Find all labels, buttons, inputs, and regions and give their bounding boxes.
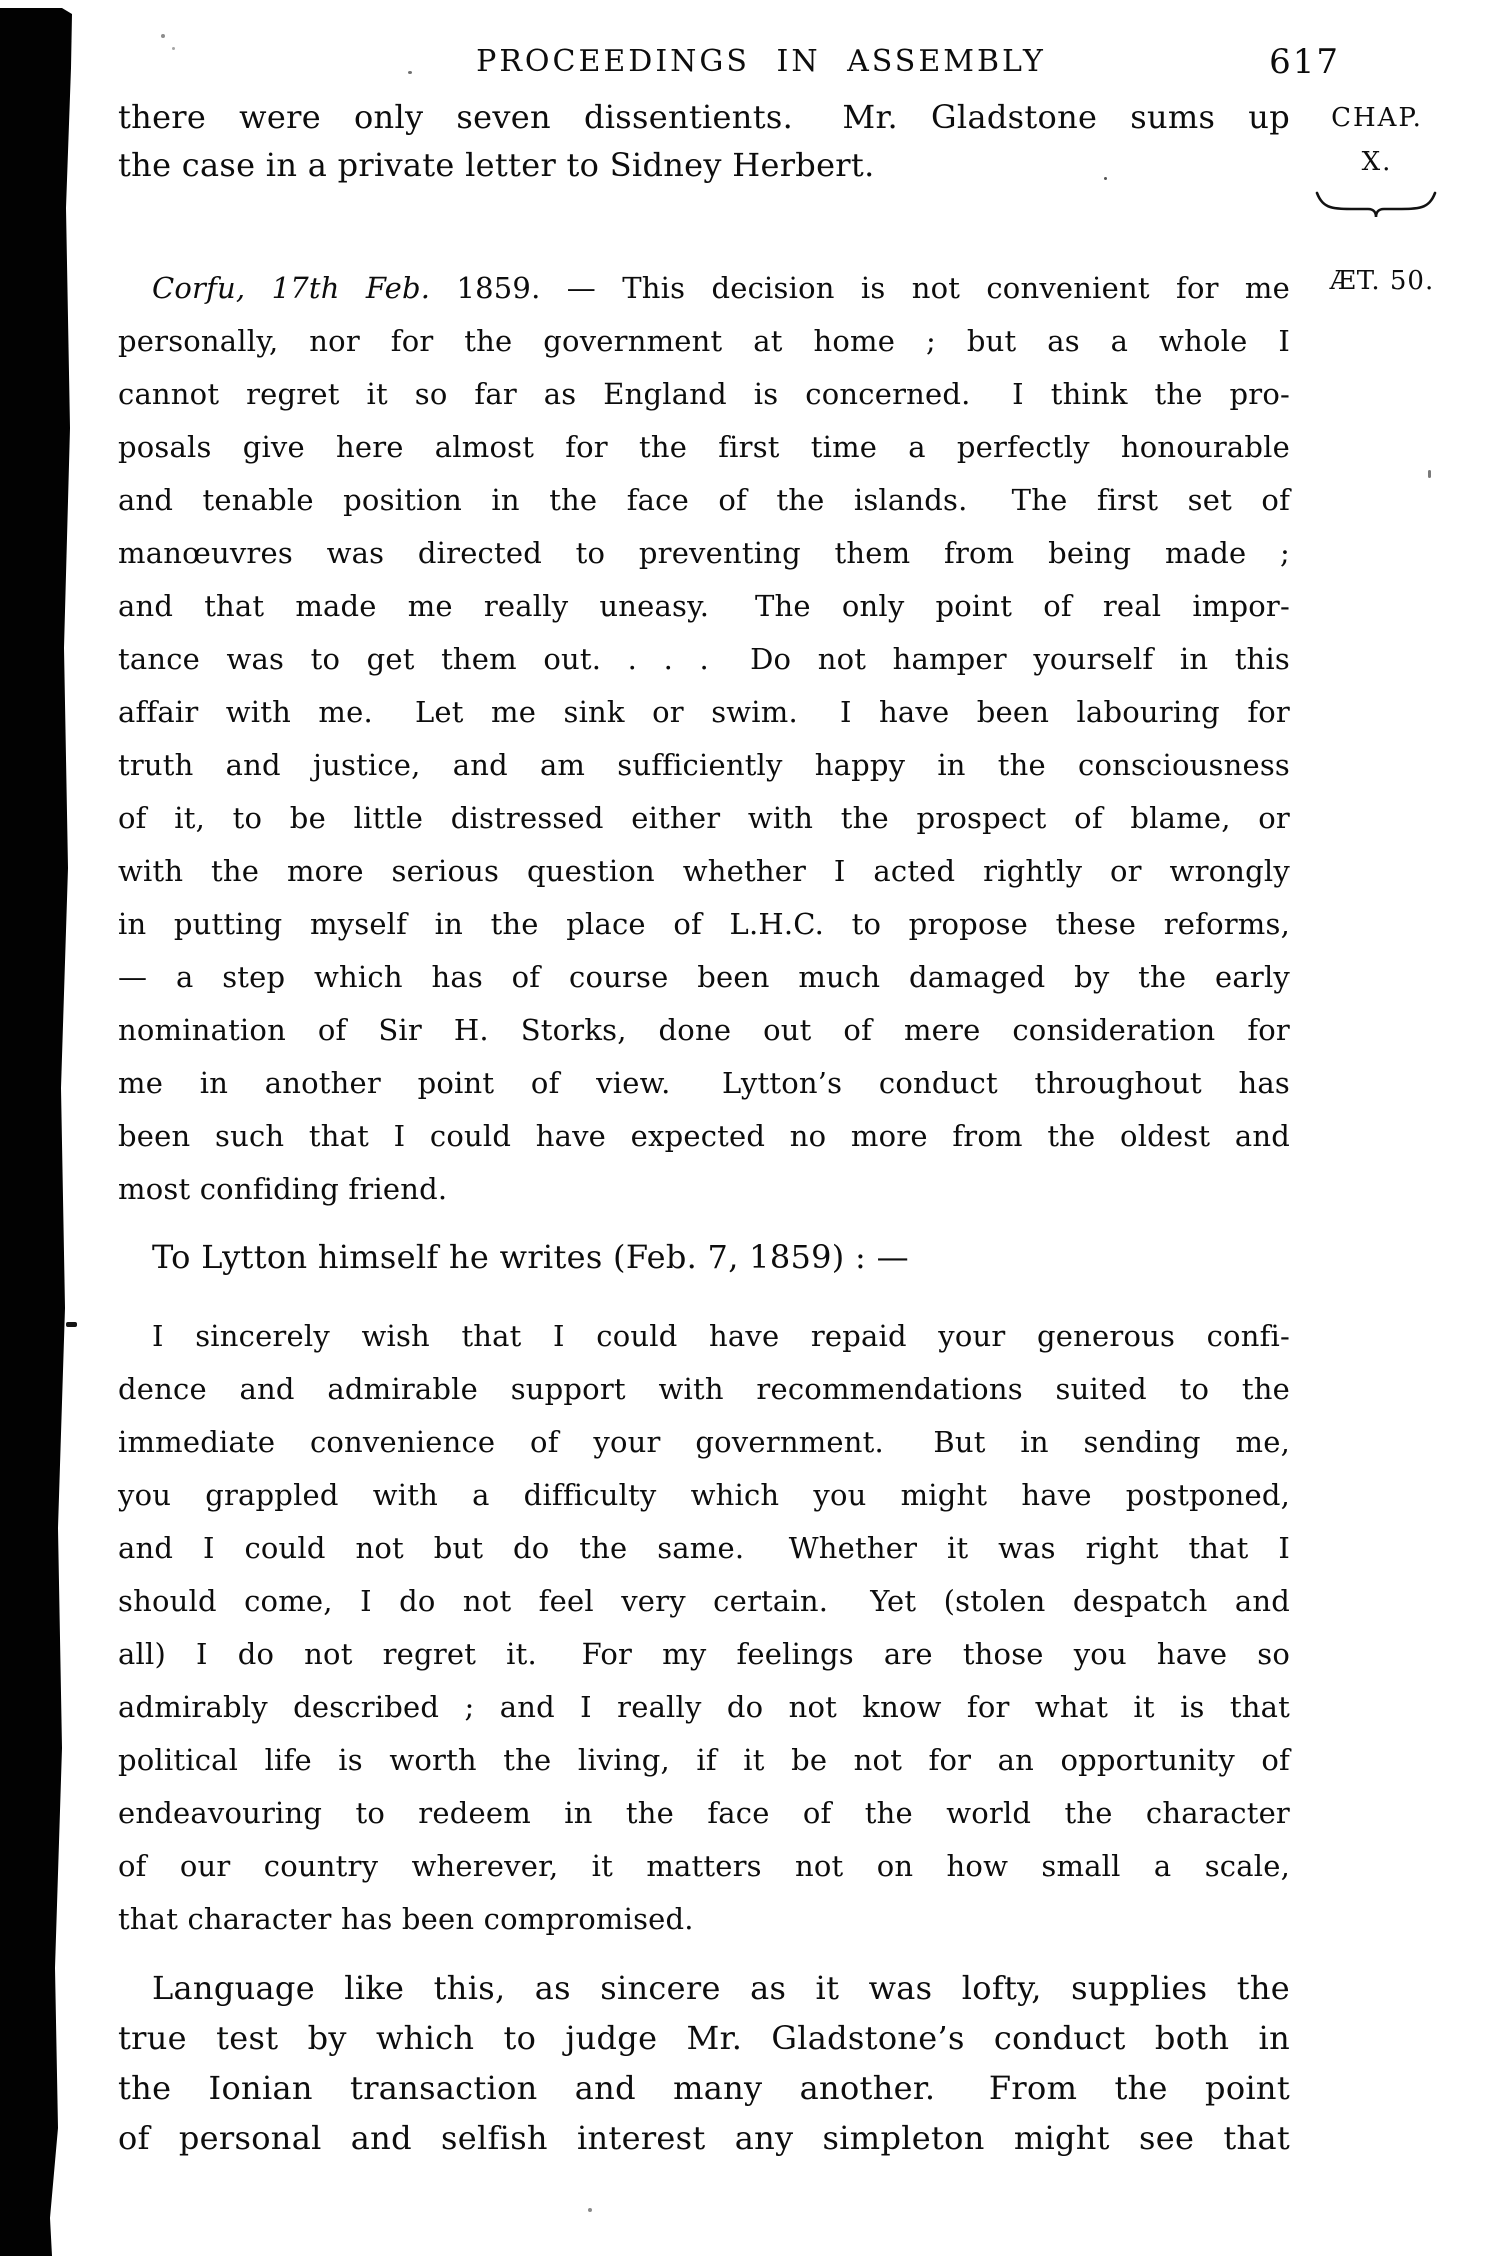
text-line: the case in a private letter to Sidney Herbert. — [118, 146, 875, 184]
intro-paragraph — [118, 93, 1290, 189]
text-line: most confiding friend. — [118, 1172, 448, 1206]
scan-speck — [1428, 470, 1431, 478]
text-line: of personal and selfish interest any simpleton might see that — [118, 2119, 1290, 2157]
text-line: immediate convenience of your government. But in sending me, — [118, 1425, 1290, 1459]
scan-speck — [161, 34, 165, 38]
scan-speck — [588, 2208, 592, 2212]
text-line: Language like this, as sincere as it was lofty, supplies the — [152, 1969, 1290, 2007]
text-line: in putting myself in the place of L.H.C. to propose these reforms, — [118, 907, 1290, 941]
text-line: personally, nor for the government at home ; but as a whole I — [118, 324, 1290, 358]
letter-dateline: Corfu, 17th Feb. — [152, 271, 431, 305]
scan-gutter-bar — [0, 8, 78, 2256]
scan-speck — [408, 71, 412, 74]
text-line: I sincerely wish that I could have repaid your generous confi- — [152, 1319, 1290, 1353]
corfu-letter-extract — [118, 262, 1290, 1216]
scan-speck — [66, 1322, 77, 1327]
sidenote-chapter — [1302, 96, 1452, 184]
text-line: — a step which has of course been much damaged by the early — [118, 960, 1290, 994]
text-line: dence and admirable support with recommendations suited to the — [118, 1372, 1290, 1406]
chapter-numeral: X. — [1361, 147, 1393, 177]
text-line — [118, 262, 1290, 315]
text-line: To Lytton himself he writes (Feb. 7, 1859) : — — [152, 1238, 909, 1276]
lytton-letter-extract — [118, 1310, 1290, 1946]
running-head-title: PROCEEDINGS IN ASSEMBLY — [476, 44, 1046, 79]
text-line: there were only seven dissentients. Mr. Gladstone sums up — [118, 98, 1290, 136]
text-line: the Ionian transaction and many another. From the point — [118, 2069, 1290, 2107]
letter-first-line-rest: 1859. — This decision is not convenient for me — [430, 271, 1290, 305]
text-line: of it, to be little distressed either with the prospect of blame, or — [118, 801, 1290, 835]
text-line: admirably described ; and I really do not know for what it is that — [118, 1690, 1290, 1724]
text-line: and tenable position in the face of the islands. The first set of — [118, 483, 1290, 517]
text-line: truth and justice, and am sufficiently happy in the consciousness — [118, 748, 1290, 782]
text-line: me in another point of view. Lytton’s conduct throughout has — [118, 1066, 1290, 1100]
text-line: that character has been compromised. — [118, 1902, 694, 1936]
text-line: political life is worth the living, if it be not for an opportunity of — [118, 1743, 1290, 1777]
sidenote-age: ÆT. 50. — [1329, 266, 1435, 296]
chapter-label: CHAP. — [1331, 103, 1423, 133]
scan-speck — [172, 47, 175, 50]
text-line: with the more serious question whether I acted rightly or wrongly — [118, 854, 1290, 888]
text-line: and I could not but do the same. Whether it was right that I — [118, 1531, 1290, 1565]
text-line: of our country wherever, it matters not on how small a scale, — [118, 1849, 1290, 1883]
text-line: affair with me. Let me sink or swim. I have been labouring for — [118, 695, 1290, 729]
text-line: and that made me really uneasy. The only point of real impor- — [118, 589, 1290, 623]
page-number: 617 — [1269, 42, 1340, 82]
chapter-brace-icon — [1314, 188, 1438, 220]
text-line: true test by which to judge Mr. Gladstone’s conduct both in — [118, 2019, 1290, 2057]
text-line: endeavouring to redeem in the face of the world the character — [118, 1796, 1290, 1830]
text-line: all) I do not regret it. For my feelings are those you have so — [118, 1637, 1290, 1671]
running-head — [118, 44, 1340, 96]
text-line: posals give here almost for the first time a perfectly honourable — [118, 430, 1290, 464]
text-line: nomination of Sir H. Storks, done out of mere consideration for — [118, 1013, 1290, 1047]
scan-speck — [1104, 177, 1107, 180]
text-line: tance was to get them out. . . . Do not hamper yourself in this — [118, 642, 1290, 676]
text-line: you grappled with a difficulty which you might have postponed, — [118, 1478, 1290, 1512]
text-line: manœuvres was directed to preventing them from being made ; — [118, 536, 1290, 570]
closing-paragraph — [118, 1963, 1290, 2163]
corfu-letter-lines — [118, 315, 1290, 1216]
text-line: should come, I do not feel very certain. Yet (stolen despatch and — [118, 1584, 1290, 1618]
text-line: been such that I could have expected no more from the oldest and — [118, 1119, 1290, 1153]
text-line: cannot regret it so far as England is concerned. I think the pro- — [118, 377, 1290, 411]
lytton-intro-line — [118, 1233, 1290, 1281]
